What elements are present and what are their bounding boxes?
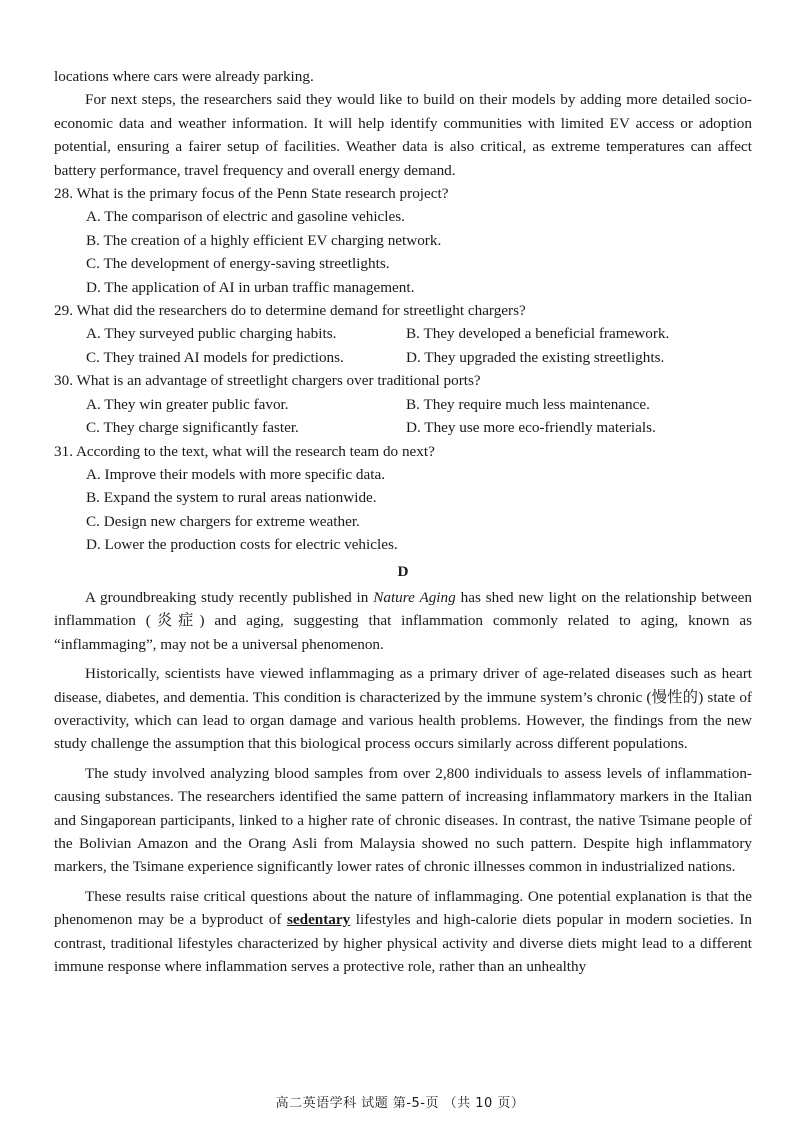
option-a: A. They surveyed public charging habits.	[86, 325, 337, 343]
question-stem: 31. According to the text, what will the research team do next?	[54, 442, 435, 460]
journal-title: Nature Aging	[373, 588, 456, 606]
section-d-paragraph-2: Historically, scientists have viewed inflammaging as a primary driver of age-related diseases such as heart disease, diabetes, and dementia. This condition is characterized by the immune system’s chronic (慢性的) state of overactivity, which can lead to organ damage and various health problems. However, the findings from the new study challenge the assumption that this biological process occurs similarly across different populations.	[54, 665, 752, 753]
option-d: D. Lower the production costs for electric vehicles.	[86, 536, 398, 554]
question-28	[54, 182, 752, 299]
underlined-keyword: sedentary	[286, 911, 351, 929]
paragraph-text: lifestyles and high-calorie diets popular in modern societies. In contrast, traditional lifestyles characterized by higher physical activity and diverse diets might lead to a different immune response where inflammation serves a protective role, rather than an unhealthy	[54, 911, 752, 976]
question-stem: 29. What did the researchers do to determine demand for streetlight chargers?	[54, 302, 526, 320]
option-d: D. They use more eco-friendly materials.	[406, 419, 656, 437]
paragraph-text: A groundbreaking study recently published in	[85, 588, 374, 606]
passage-c-next-steps-paragraph: For next steps, the researchers said they would like to build on their models by adding more detailed socio-economic data and weather information. It will help identify communities with limited EV access or adoption potential, ensuring a fairer setup of facilities. Weather data is also critical, as extreme temperatures can affect battery performance, travel frequency and overall energy demand.	[54, 91, 752, 179]
section-d-paragraph-4	[54, 885, 752, 979]
section-d-paragraph-3: The study involved analyzing blood samples from over 2,800 individuals to assess levels of inflammation-causing substances. The researchers identified the same pattern of increasing inflammatory markers in the Italian and Singaporean participants, linked to a higher rate of chronic diseases. In contrast, the native Tsimane people of the Bolivian Amazon and the Orang Asli from Malaysia showed no such pattern. Despite high inflammatory markers, the Tsimane experience significantly lower rates of chronic illnesses common in industrialized nations.	[54, 764, 752, 876]
option-a: A. The comparison of electric and gasoline vehicles.	[86, 208, 405, 226]
options-row	[54, 416, 752, 439]
passage-c-closing-line: locations where cars were already parking.	[54, 68, 314, 85]
option-c: C. Design new chargers for extreme weather.	[86, 512, 360, 530]
question-stem: 28. What is the primary focus of the Penn State research project?	[54, 185, 449, 203]
question-31	[54, 440, 752, 557]
option-b: B. Expand the system to rural areas nationwide.	[86, 489, 377, 507]
option-a: A. They win greater public favor.	[86, 395, 289, 413]
option-c: C. They charge significantly faster.	[86, 419, 299, 437]
question-30	[54, 369, 752, 439]
exam-page	[54, 65, 752, 978]
option-b: B. The creation of a highly efficient EV charging network.	[86, 231, 442, 249]
question-29	[54, 299, 752, 369]
options-row	[54, 346, 752, 369]
option-c: C. They trained AI models for predictions.	[86, 348, 344, 366]
option-b: B. They developed a beneficial framework.	[406, 325, 670, 343]
section-d-paragraph-1	[54, 586, 752, 656]
section-d-heading: D	[397, 562, 409, 580]
option-a: A. Improve their models with more specific data.	[86, 465, 386, 483]
option-b: B. They require much less maintenance.	[406, 395, 650, 413]
option-c: C. The development of energy-saving streetlights.	[86, 255, 390, 273]
option-d: D. They upgraded the existing streetlights.	[406, 348, 665, 366]
paragraph-text: has shed new light on the relationship between inflammation (炎症) and aging, suggesting that inflammation commonly related to aging, known as “inflammaging”, may not be a universal phenomenon.	[54, 588, 752, 653]
paragraph-text: These results raise critical questions about the nature of inflammaging. One potential explanation is that the phenomenon may be a byproduct of	[54, 887, 752, 929]
page-footer: 高二英语学科 试题 第-5-页 （共 10 页）	[275, 1096, 525, 1111]
question-stem: 30. What is an advantage of streetlight chargers over traditional ports?	[54, 372, 481, 390]
option-d: D. The application of AI in urban traffic management.	[86, 278, 415, 296]
options-row	[54, 322, 752, 345]
options-row	[54, 393, 752, 416]
